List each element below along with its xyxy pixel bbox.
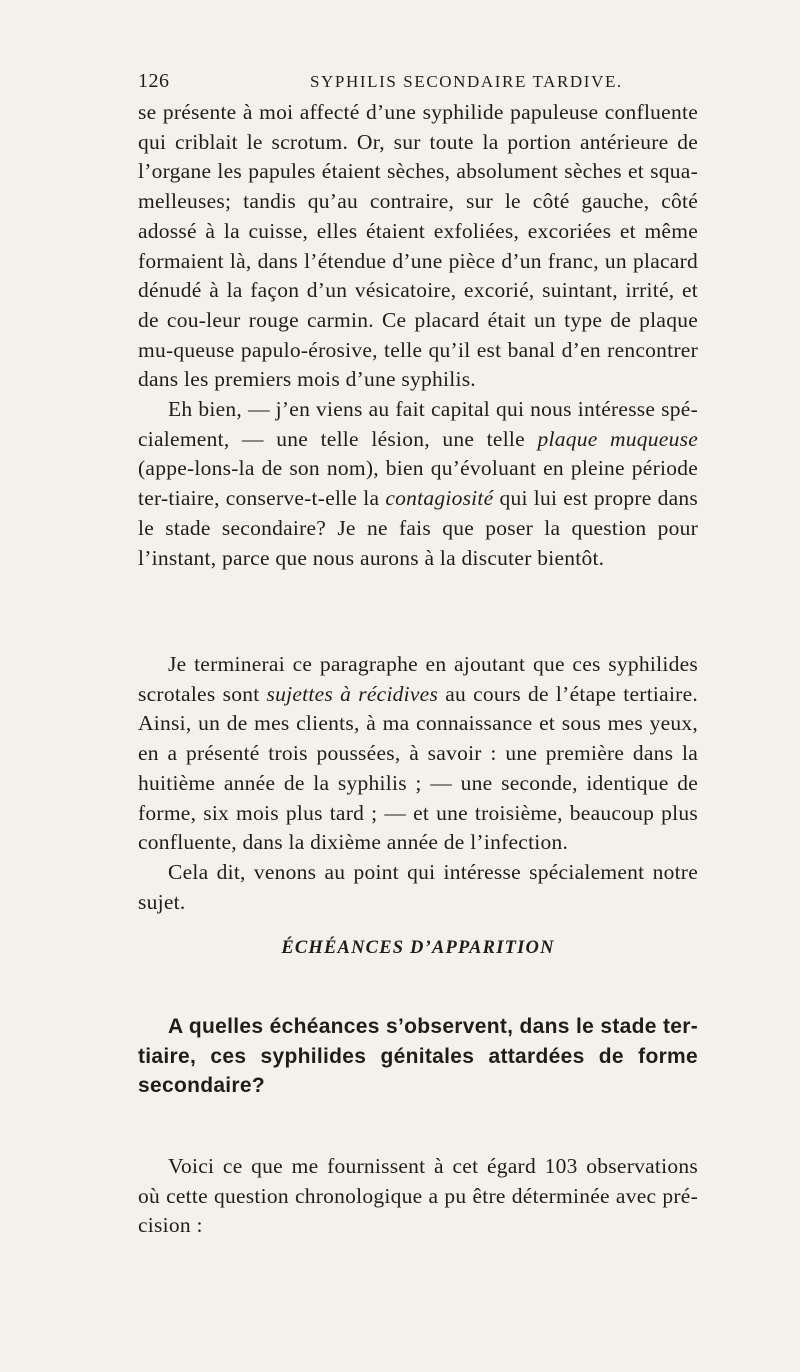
paragraph-5: Voici ce que me fournissent à cet égard 103 observations où cette question chronologique a pu être déterminée avec pré-cision : — [138, 1154, 698, 1238]
text-block-upper — [138, 98, 698, 573]
paragraph-3 — [138, 650, 698, 858]
paragraph-3-part-a: Je terminerai ce paragraphe en ajoutant que ces syphilides scrotales sont — [138, 652, 698, 706]
paragraph-2 — [138, 395, 698, 573]
question-text: A quelles échéances s’observent, dans le stade ter-tiaire, ces syphilides génitales attardées de forme secondaire? — [138, 1015, 698, 1097]
paragraph-2-part-b: (appe-lons-la de son nom), bien qu’évoluant en pleine période ter-tiaire, conserve-t-elle la — [138, 456, 698, 511]
section-heading: ÉCHÉANCES D’APPARITION — [281, 938, 555, 958]
text-block-lower — [138, 1152, 698, 1241]
running-head — [138, 70, 698, 100]
running-title: SYPHILIS SECONDAIRE TARDIVE. — [310, 72, 623, 91]
page-number: 126 — [138, 70, 170, 92]
section-question — [138, 1012, 698, 1101]
paragraph-2-emphasis-2: contagiosité — [385, 486, 494, 511]
paragraph-2-part-c: qui lui est propre dans le stade secondaire? Je ne fais que poser la question pour l’instant, parce que nous aurons à la discuter bientôt. — [138, 486, 698, 570]
paragraph-2-emphasis-1: plaque muqueuse — [537, 426, 698, 451]
paragraph-4: Cela dit, venons au point qui intéresse spécialement notre sujet. — [138, 859, 698, 914]
text-block-middle — [138, 650, 698, 917]
paragraph-3-part-b: au cours de l’étape tertiaire. Ainsi, un de mes clients, à ma connaissance et sous mes yeux, en a présenté trois poussées, à savoir : une première dans la huitième année de la syphilis ; — une seconde, identique de forme, six mois plus tard ; — et une troisième, beaucoup plus confluente, dans la dixième année de l’infection. — [138, 681, 698, 855]
paragraph-3-emphasis-1: sujettes à récidives — [266, 681, 439, 706]
paragraph-1: se présente à moi affecté d’une syphilide papuleuse confluente qui criblait le scrotum. Or, sur toute la portion antérieure de l’organe les papules étaient sèches, absolument sèches et squa-melleuses; tandis qu’au contraire, sur le côté gauche, côté adossé à la cuisse, elles étaient exfoliées, excoriées et même formaient là, dans l’étendue d’une pièce d’un franc, un placard dénudé à la façon d’un vésicatoire, excorié, suintant, irrité, et de cou-leur rouge carmin. Ce placard était un type de plaque mu-queuse papulo-érosive, telle qu’il est banal d’en rencontrer dans les premiers mois d’une syphilis. — [138, 100, 698, 392]
paragraph-2-part-a: Eh bien, — j’en viens au fait capital qui nous intéresse spé-cialement, — une telle lésion, une telle — [138, 397, 698, 451]
